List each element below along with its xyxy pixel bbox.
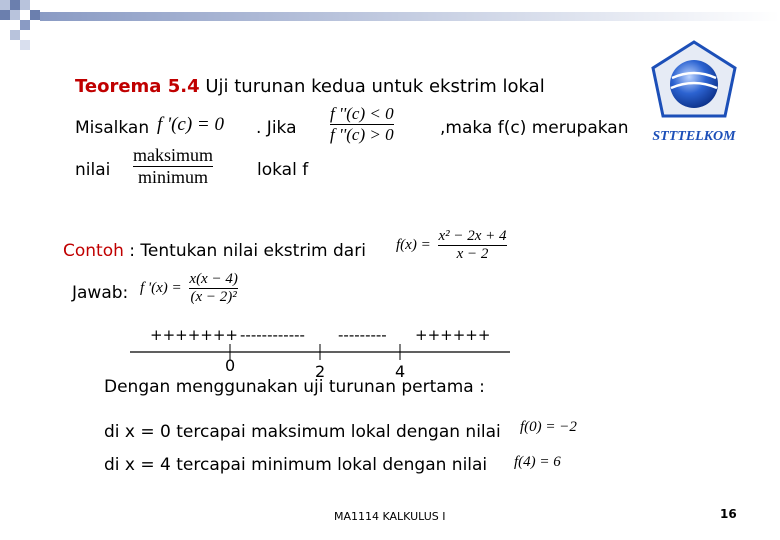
stt-telkom-logo bbox=[645, 38, 743, 150]
result-max-value: f(0) = −2 bbox=[520, 419, 577, 435]
tick-label-4: 4 bbox=[395, 362, 406, 381]
example-numerator: x² − 2x + 4 bbox=[438, 228, 507, 244]
sign-positive-2: ++++++ bbox=[415, 326, 491, 344]
nilai-label: nilai bbox=[75, 160, 111, 180]
tick-label-0: 0 bbox=[225, 356, 236, 375]
lokal-f-text: lokal f bbox=[257, 160, 309, 180]
result-max-text: di x = 0 tercapai maksimum lokal dengan nilai bbox=[104, 422, 501, 442]
derivative-numerator: x(x − 4) bbox=[189, 271, 238, 287]
sign-positive-1: +++++++ bbox=[150, 326, 238, 344]
result-min-value: f(4) = 6 bbox=[514, 454, 561, 470]
derivative-lhs: f '(x) = bbox=[140, 280, 182, 296]
jawab-label: Jawab: bbox=[72, 283, 129, 303]
derivative-denominator: (x − 2)² bbox=[190, 289, 237, 305]
condition-first-derivative: f '(c) = 0 bbox=[157, 114, 225, 135]
contoh-text: : Tentukan nilai ekstrim dari bbox=[129, 241, 366, 261]
sign-negative-1: ------------ bbox=[240, 326, 305, 344]
condition-max: f ''(c) < 0 bbox=[330, 104, 394, 123]
example-function bbox=[396, 228, 507, 263]
misalkan-label: Misalkan bbox=[75, 118, 150, 138]
minimum-word: minimum bbox=[137, 167, 208, 187]
example-lhs: f(x) = bbox=[396, 237, 431, 253]
footer-course: MA1114 KALKULUS I bbox=[334, 510, 446, 523]
derivative-function bbox=[140, 271, 238, 306]
contoh-label: Contoh bbox=[63, 241, 124, 261]
example-denominator: x − 2 bbox=[456, 246, 489, 262]
logo-text: STTTELKOM bbox=[652, 129, 736, 144]
tick-label-2: 2 bbox=[315, 362, 326, 381]
conclusion-text: Dengan menggunakan uji turunan pertama : bbox=[104, 377, 485, 397]
second-derivative-condition bbox=[330, 104, 394, 145]
max-min-fraction bbox=[133, 145, 213, 188]
maka-text: ,maka f(c) merupakan bbox=[440, 118, 629, 138]
number-line bbox=[130, 340, 515, 364]
jika-label: . Jika bbox=[256, 118, 297, 138]
sign-negative-2: --------- bbox=[338, 326, 387, 344]
condition-min: f ''(c) > 0 bbox=[330, 125, 394, 144]
theorem-title: Uji turunan kedua untuk ekstrim lokal bbox=[205, 76, 545, 97]
result-min-text: di x = 4 tercapai minimum lokal dengan nilai bbox=[104, 455, 488, 475]
theorem-heading bbox=[75, 76, 545, 97]
theorem-number: Teorema 5.4 bbox=[75, 76, 200, 97]
page-number: 16 bbox=[720, 507, 737, 521]
maksimum-word: maksimum bbox=[133, 145, 213, 165]
contoh-line bbox=[63, 241, 366, 261]
